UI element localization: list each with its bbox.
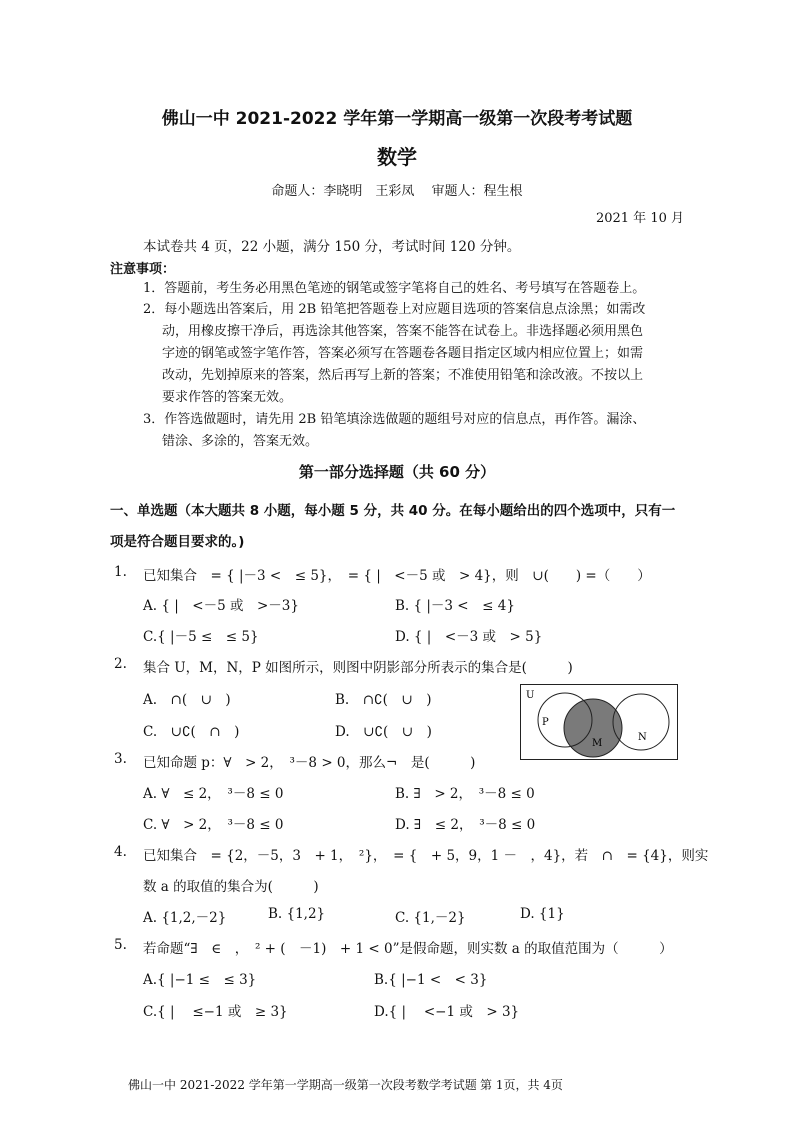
notice-line: 字迹的钢笔或签字笔作答，答案必须写在答题卷各题目指定区域内相应位置上；如需 xyxy=(162,346,644,361)
option-c: C. ∪∁( ∩ ) xyxy=(143,724,240,740)
notice-line: 3．作答选做题时，请先用 2B 铅笔填涂选做题的题组号对应的信息点，再作答。漏涂、 xyxy=(143,412,646,427)
question-number: 4. xyxy=(114,844,127,860)
option-c: C. {1,－2} xyxy=(395,910,466,926)
venn-label-p: P xyxy=(542,717,549,728)
question-stem: 已知集合 = {2，－5，3 + 1， ²}， = { + 5，9，1 － ，4}，若 ∩ = {4}，则实 xyxy=(143,848,709,864)
notice-line: 2．每小题选出答案后，用 2B 铅笔把答题卷上对应题目选项的答案信息点涂黑；如需改 xyxy=(143,302,646,317)
option-b: B.{ |−1 < < 3} xyxy=(374,972,488,988)
question-number: 3. xyxy=(114,751,127,767)
option-d: D. ∃ ≤ 2， ³－8 ≤ 0 xyxy=(395,817,536,833)
section-heading: 一、单选题（本大题共 8 小题，每小题 5 分，共 40 分。在每小题给出的四个选项中，只有一 xyxy=(110,503,676,519)
intro-line: 本试卷共 4 页，22 小题，满分 150 分，考试时间 120 分钟。 xyxy=(143,239,521,255)
option-a: A. ∀ ≤ 2， ³－8 ≤ 0 xyxy=(143,786,284,802)
authors-line: 命题人：李晓明 王彩凤 审题人：程生根 xyxy=(271,184,523,199)
notice-line: 1．答题前，考生务必用黑色笔迹的钢笔或签字笔将自己的姓名、考号填写在答题卷上。 xyxy=(143,281,646,296)
option-b: B. ∃ > 2， ³－8 ≤ 0 xyxy=(395,786,535,802)
exam-date: 2021 年 10 月 xyxy=(595,211,684,226)
option-d: D.{ | <−1 或 > 3} xyxy=(374,1004,520,1020)
exam-title: 佛山一中 2021-2022 学年第一学期高一级第一次段考考试题 xyxy=(161,109,633,129)
option-b: B. {1,2} xyxy=(268,906,326,922)
question-stem: 已知集合 = { |－3 < ≤ 5}， = { | <－5 或 > 4}，则 ∪( ) =（ ） xyxy=(143,568,651,584)
part-title: 第一部分选择题（共 60 分） xyxy=(298,463,496,481)
option-a: A. {1,2,－2} xyxy=(143,910,227,926)
notice-line: 改动，先划掉原来的答案，然后再写上新的答案；不准使用铅笔和涂改液。不按以上 xyxy=(162,368,644,383)
option-c: C.{ | ≤−1 或 ≥ 3} xyxy=(143,1004,288,1020)
option-b: B. { |－3 < ≤ 4} xyxy=(395,598,515,614)
question-stem: 集合 U，M，N，P 如图所示，则图中阴影部分所表示的集合是( ) xyxy=(143,660,573,676)
question-number: 5. xyxy=(114,937,127,953)
option-d: D. { | <－3 或 > 5} xyxy=(395,629,543,645)
subject-title: 数学 xyxy=(377,145,417,169)
option-d: D. ∪∁( ∪ ) xyxy=(335,724,432,740)
footer-page-number: 第 1页，共 4页 xyxy=(480,1078,563,1092)
notice-line: 错涂、多涂的，答案无效。 xyxy=(162,434,319,449)
notice-line: 动，用橡皮擦干净后，再选涂其他答案，答案不能答在试卷上。非选择题必须用黑色 xyxy=(162,324,644,339)
question-stem: 已知命题 p：∀ > 2， ³－8 > 0，那么¬ 是( ) xyxy=(143,755,476,771)
venn-label-u: U xyxy=(526,690,535,701)
venn-diagram xyxy=(520,684,678,760)
notice-heading: 注意事项： xyxy=(110,262,176,277)
option-c: C.{ |－5 ≤ ≤ 5} xyxy=(143,629,259,645)
option-a: A.{ |−1 ≤ ≤ 3} xyxy=(143,972,257,988)
option-a: A. ∩( ∪ ) xyxy=(143,692,231,708)
venn-label-n: N xyxy=(638,732,647,743)
question-stem-cont: 数 a 的取值的集合为( ) xyxy=(143,879,319,895)
option-d: D. {1} xyxy=(520,906,565,922)
notice-line: 要求作答的答案无效。 xyxy=(162,390,293,405)
section-heading-cont: 项是符合题目要求的。) xyxy=(110,534,245,550)
question-number: 1. xyxy=(114,564,127,580)
question-number: 2. xyxy=(114,656,127,672)
option-a: A. { | <－5 或 >－3} xyxy=(143,598,299,614)
question-stem: 若命题“∃ ∈ ， ² + ( －1) + 1 < 0”是假命题，则实数 a 的取值范围为（ ） xyxy=(143,941,673,957)
option-c: C. ∀ > 2， ³－8 ≤ 0 xyxy=(143,817,284,833)
option-b: B. ∩∁( ∪ ) xyxy=(335,692,432,708)
venn-label-m: M xyxy=(592,738,603,749)
footer-title: 佛山一中 2021-2022 学年第一学期高一级第一次段考数学考试题 xyxy=(128,1078,477,1092)
